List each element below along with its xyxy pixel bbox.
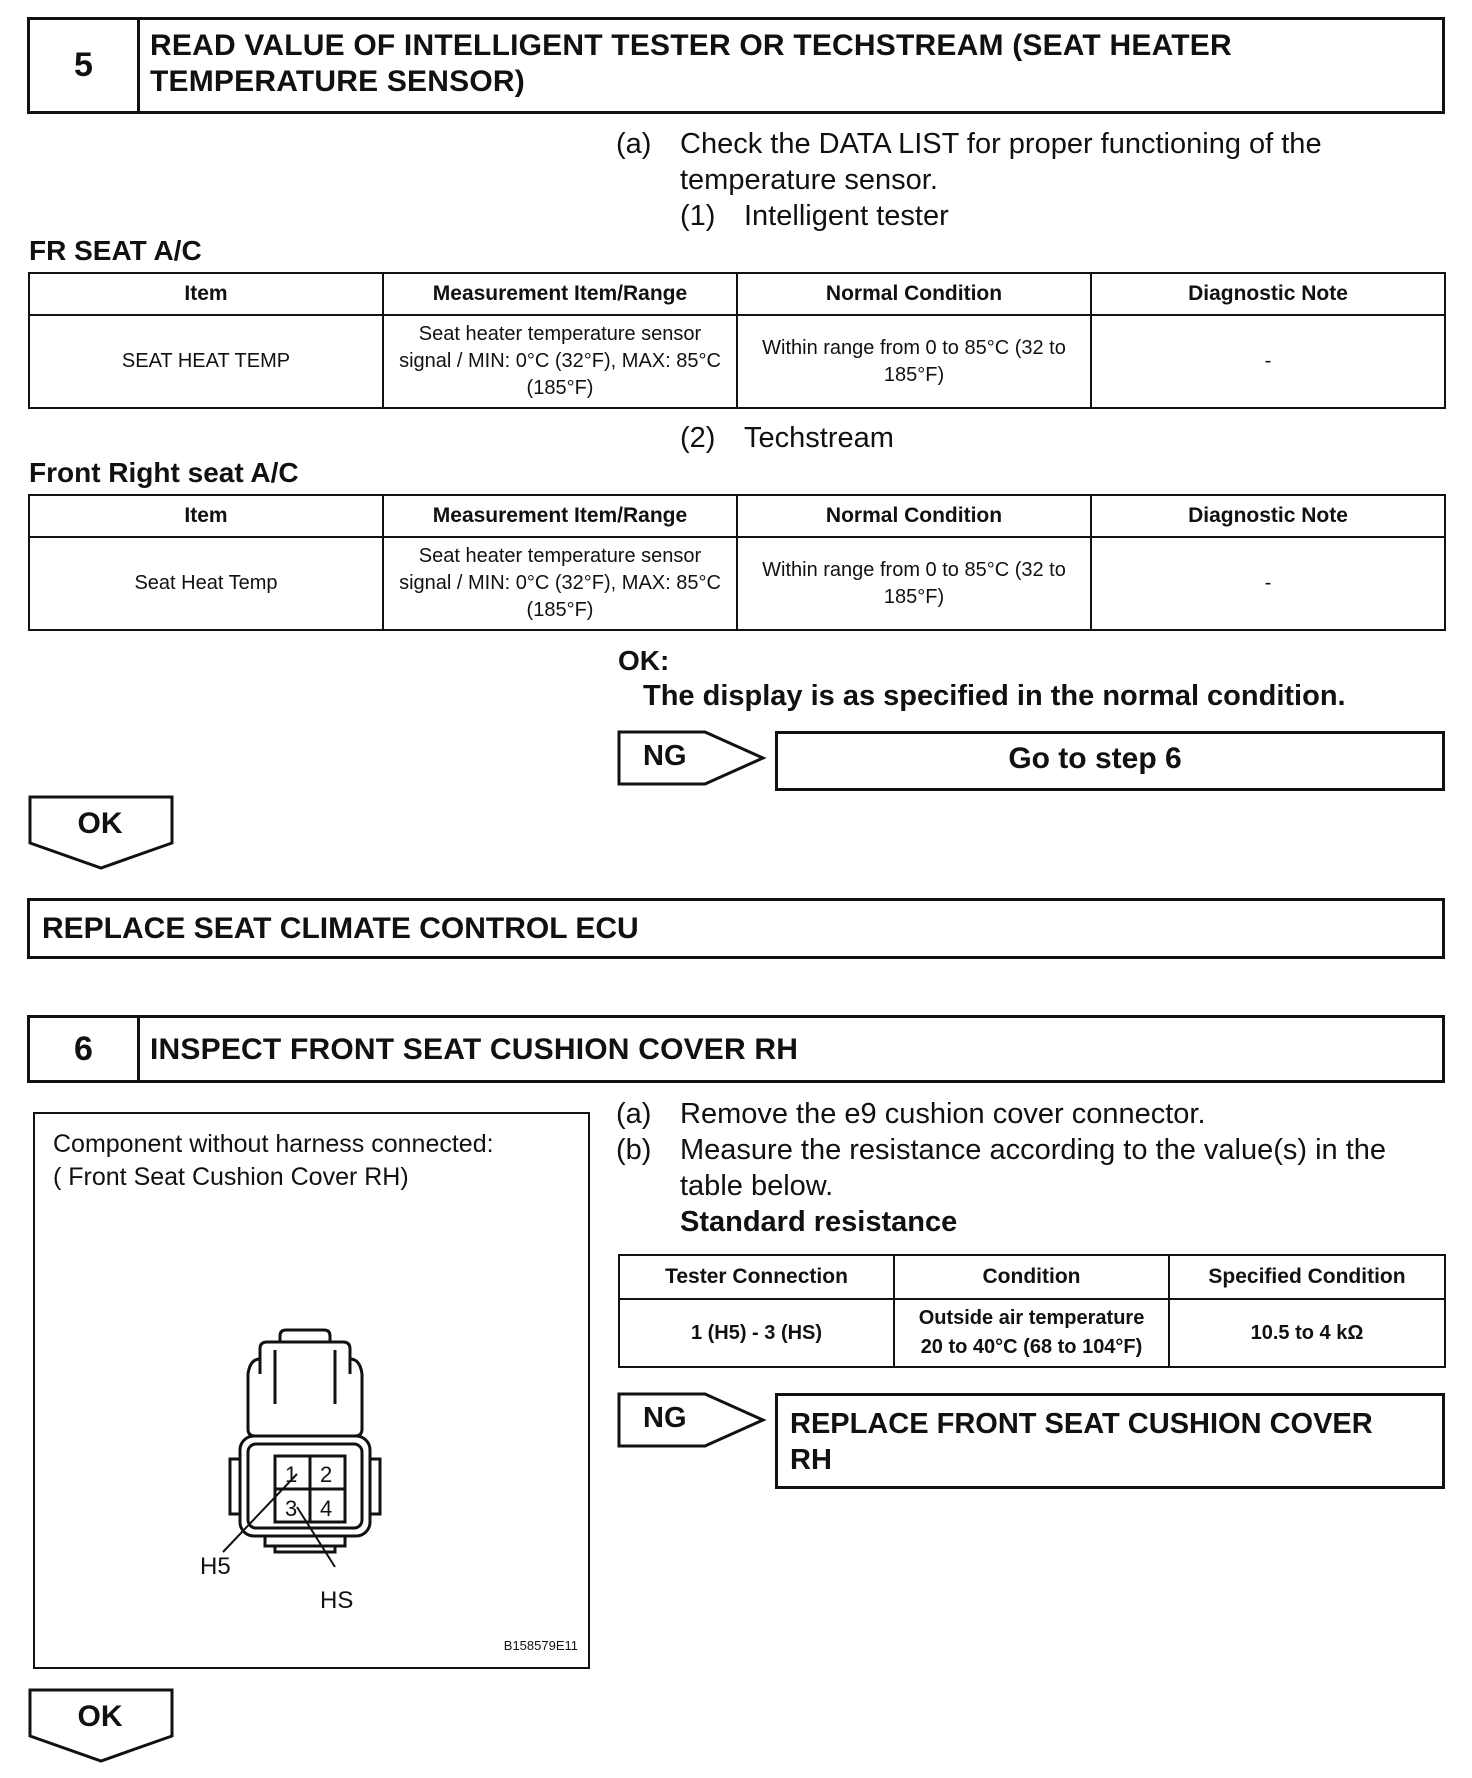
table-header-cell: Tester Connection	[619, 1255, 894, 1299]
ok-branch-step6[interactable]	[28, 1688, 176, 1764]
table-cell-item: SEAT HEAT TEMP	[29, 315, 383, 408]
table-cell-normal: Within range from 0 to 85°C (32 to 185°F)	[737, 315, 1091, 408]
step6-a-text: Remove the e9 cushion cover connector.	[680, 1098, 1206, 1130]
terminal-hs-label: HS	[320, 1587, 354, 1614]
table-header-cell: Normal Condition	[737, 273, 1091, 315]
table-cell-range: Seat heater temperature sensor signal / MIN: 0°C (32°F), MAX: 85°C (185°F)	[383, 537, 737, 630]
step5-s2-text: Techstream	[744, 422, 894, 454]
ok-label: OK	[77, 807, 123, 840]
ng-branch-step5[interactable]	[617, 730, 767, 786]
table-header-cell: Measurement Item/Range	[383, 495, 737, 537]
ng-arrow-icon	[617, 730, 767, 786]
pin-1-label: 1	[285, 1462, 298, 1487]
step6-header	[27, 1015, 1445, 1083]
step5-title-line1: READ VALUE OF INTELLIGENT TESTER OR TECHSTREAM (SEAT HEATER	[150, 29, 1232, 62]
ok-branch-step5[interactable]	[28, 795, 176, 871]
table-cell-connection: 1 (H5) - 3 (HS)	[619, 1299, 894, 1367]
ok-condition-title: OK:	[618, 645, 670, 676]
table-header-cell: Item	[29, 495, 383, 537]
table-cell-item: Seat Heat Temp	[29, 537, 383, 630]
step5-number: 5	[30, 20, 140, 111]
table-row	[29, 315, 1445, 408]
table1-title: FR SEAT A/C	[29, 235, 202, 266]
step5-s1-text: Intelligent tester	[744, 200, 949, 232]
step6-title: INSPECT FRONT SEAT CUSHION COVER RH	[150, 1033, 799, 1066]
table-cell-note: -	[1091, 315, 1445, 408]
ng-target-step5[interactable]	[775, 731, 1445, 791]
replace-ecu-box	[27, 898, 1445, 959]
table-cell-condition	[894, 1299, 1169, 1367]
data-list-table-2	[28, 494, 1446, 631]
table-header-cell: Diagnostic Note	[1091, 495, 1445, 537]
step5-a-label: (a)	[616, 128, 652, 160]
step5-s2-label: (2)	[680, 422, 716, 454]
figure-caption-line1: Component without harness connected:	[53, 1130, 494, 1158]
ng-target-text	[790, 1406, 1373, 1478]
ng-target-line2: RH	[790, 1444, 832, 1476]
ng-branch-step6[interactable]	[617, 1392, 767, 1448]
figure-caption-line2: ( Front Seat Cushion Cover RH)	[53, 1163, 409, 1191]
ng-label: NG	[643, 1402, 687, 1434]
ok-condition-text: The display is as specified in the normal condition.	[643, 680, 1346, 712]
step5-a-line2: temperature sensor.	[680, 164, 938, 196]
resistance-table	[618, 1254, 1446, 1368]
ng-target-text: Go to step 6	[1008, 742, 1182, 775]
step5-s1-label: (1)	[680, 200, 716, 232]
table-cell-specified: 10.5 to 4 kΩ	[1169, 1299, 1445, 1367]
replace-ecu-text: REPLACE SEAT CLIMATE CONTROL ECU	[42, 912, 639, 945]
step5-substep-2	[680, 420, 1080, 456]
step5-title-line2: TEMPERATURE SENSOR)	[150, 65, 525, 98]
condition-line2: 20 to 40°C (68 to 104°F)	[920, 1336, 1143, 1358]
standard-resistance-title: Standard resistance	[680, 1206, 958, 1238]
ng-target-line1: REPLACE FRONT SEAT CUSHION COVER	[790, 1408, 1373, 1440]
step6-b-line2: table below.	[680, 1170, 834, 1202]
table-header-cell: Condition	[894, 1255, 1169, 1299]
step5-substep-1	[680, 198, 1460, 234]
table-header-row	[619, 1255, 1445, 1299]
figure-code: B158579E11	[503, 1638, 578, 1653]
step5-a-line1: Check the DATA LIST for proper functioning of the	[680, 128, 1322, 160]
connector-drawing	[35, 1114, 588, 1667]
table-header-cell: Specified Condition	[1169, 1255, 1445, 1299]
table-header-cell: Measurement Item/Range	[383, 273, 737, 315]
table-header-cell: Normal Condition	[737, 495, 1091, 537]
data-list-table-1	[28, 272, 1446, 409]
pin-4-label: 4	[320, 1496, 333, 1521]
table-row	[29, 537, 1445, 630]
ng-label: NG	[643, 740, 687, 772]
ok-label: OK	[77, 1700, 123, 1733]
table2-title: Front Right seat A/C	[29, 457, 299, 488]
table-header-cell: Diagnostic Note	[1091, 273, 1445, 315]
step5-header	[27, 17, 1445, 114]
condition-line1: Outside air temperature	[918, 1307, 1145, 1329]
connector-figure	[33, 1112, 590, 1669]
table-header-row	[29, 495, 1445, 537]
table-cell-range: Seat heater temperature sensor signal / MIN: 0°C (32°F), MAX: 85°C (185°F)	[383, 315, 737, 408]
step6-b-label: (b)	[616, 1134, 652, 1166]
step6-a-label: (a)	[616, 1098, 652, 1130]
step6-instructions	[616, 1096, 1456, 1246]
step6-number: 6	[30, 1018, 140, 1080]
terminal-h5-label: H5	[200, 1553, 231, 1580]
step6-b-line1: Measure the resistance according to the value(s) in the	[680, 1134, 1387, 1166]
ng-arrow-icon	[617, 1392, 767, 1448]
table-cell-note: -	[1091, 537, 1445, 630]
step5-title	[150, 28, 1432, 100]
table-row	[619, 1299, 1445, 1367]
pin-2-label: 2	[320, 1462, 333, 1487]
table-cell-normal: Within range from 0 to 85°C (32 to 185°F)	[737, 537, 1091, 630]
table-header-row	[29, 273, 1445, 315]
ng-target-step6[interactable]	[775, 1393, 1445, 1489]
table-header-cell: Item	[29, 273, 383, 315]
pin-3-label: 3	[285, 1496, 298, 1521]
